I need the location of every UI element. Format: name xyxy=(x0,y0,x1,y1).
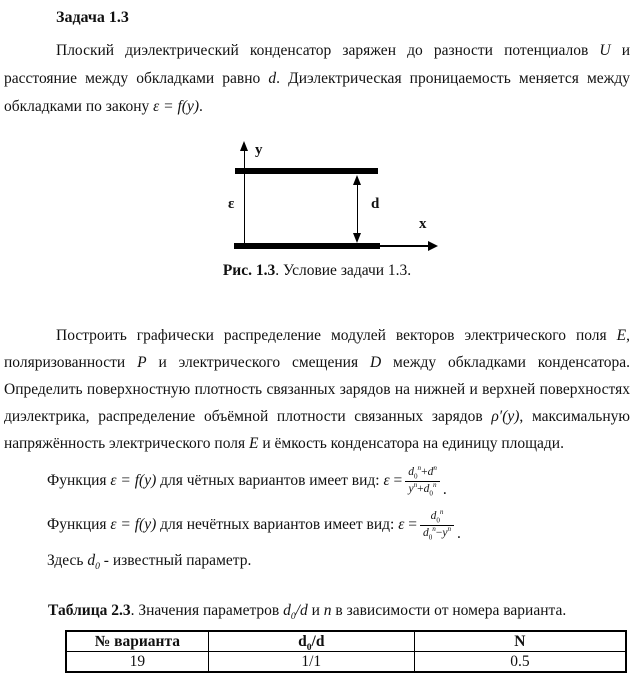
bottom-plate xyxy=(234,243,380,249)
cell-d0-d: 1/1 xyxy=(208,652,414,673)
cell-variant-number: 19 xyxy=(66,652,208,673)
formula-odd-suffix: . xyxy=(457,525,461,542)
page-title: Задача 1.3 xyxy=(56,9,129,26)
x-axis-arrow xyxy=(380,245,429,247)
fraction-denominator: $y^n+d_0^n$ xyxy=(408,480,437,497)
x-axis-label: x xyxy=(419,216,427,232)
table-header-d0-d: $d_0/d$ xyxy=(208,631,414,652)
parameter-note: Здесь $d_0$ - известный параметр. xyxy=(47,552,252,573)
d-dimension-arrow xyxy=(357,183,359,235)
cell-n: 0.5 xyxy=(414,652,626,673)
y-axis-arrow xyxy=(244,149,246,249)
formula-even-suffix: . xyxy=(442,481,447,498)
formula-odd-prefix: Функция ε = f(y) для нечётных вариантов имеет вид: ε = xyxy=(47,516,417,533)
table-row xyxy=(66,652,626,673)
top-plate xyxy=(235,168,378,174)
task-paragraph: Построить графически распределение модулей векторов электрического поля E, поляризованности P и электрического смещения D между обкладками конденсатора. Определить поверхностную плотность связанных зарядов на нижней и верхней поверхностях диэлектрика, распределение объёмной плотности связанных зарядов ρ′(y), максимальную напряжённость электрического поля E и ёмкость конденсатора на единицу площади. xyxy=(4,327,631,452)
problem-statement-paragraph: Плоский диэлектрический конденсатор заряжен до разности потенциалов U и расстояние между обкладками равно d. Диэлектрическая проницаемость меняется между обкладками по закону ε = f(y). xyxy=(4,42,630,115)
variants-table xyxy=(65,630,627,673)
formula-odd-variants xyxy=(47,507,630,543)
table-header-variant-number: № варианта xyxy=(66,631,208,652)
fraction-numerator: $d_0^n$ xyxy=(420,510,454,526)
fraction-denominator: $d_0^n-y^n$ xyxy=(422,524,452,541)
figure-diagram xyxy=(4,139,630,251)
formula-even-prefix: Функция ε = f(y) для чётных вариантов имеет вид: ε = xyxy=(47,472,403,489)
y-axis-label: y xyxy=(255,142,263,158)
formula-odd-fraction xyxy=(420,507,454,541)
fraction-numerator: $d_0^n+d^n$ xyxy=(405,466,440,482)
formula-even-variants xyxy=(47,463,630,499)
table-caption: Таблица 2.3. Значения параметров $d_0/d$ и n в зависимости от номера варианта. xyxy=(48,602,567,623)
distance-label: d xyxy=(371,196,380,212)
figure-caption: Рис. 1.3. Условие задачи 1.3. xyxy=(222,262,412,279)
formula-even-fraction xyxy=(405,463,440,497)
d-arrowhead-bottom xyxy=(353,233,361,243)
permittivity-label: ε xyxy=(228,196,235,212)
x-axis-arrowhead xyxy=(428,241,438,251)
table-header-n: N xyxy=(414,631,626,652)
table-header-row xyxy=(66,631,626,652)
